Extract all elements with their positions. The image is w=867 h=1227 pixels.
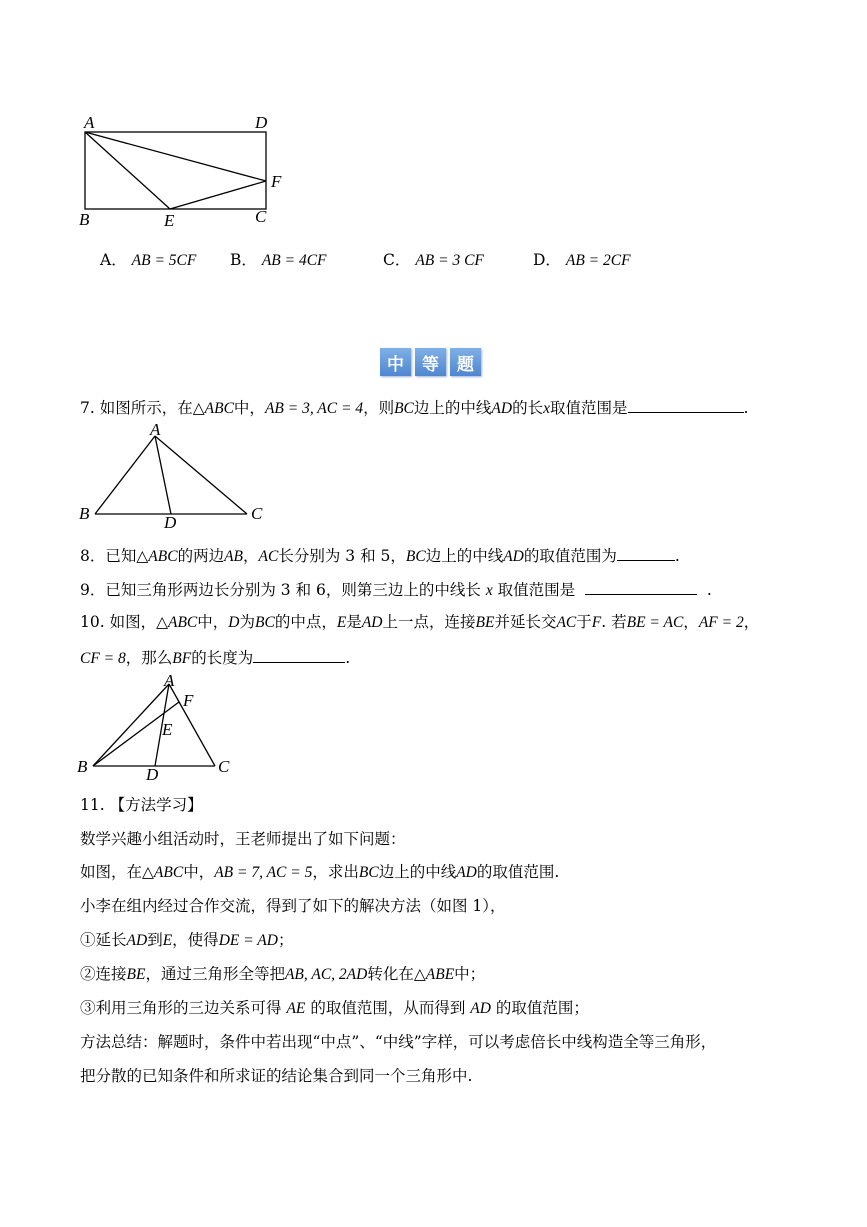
figure-rectangle xyxy=(75,110,295,230)
option-a[interactable]: A． AB = 5CF xyxy=(100,251,197,269)
label-b: B xyxy=(79,504,90,523)
option-c[interactable]: C． AB = 3 CF xyxy=(383,251,484,269)
answer-blank[interactable] xyxy=(617,544,675,561)
answer-blank[interactable] xyxy=(253,646,345,663)
label-c: C xyxy=(255,207,267,226)
option-d-expr: AB = 2CF xyxy=(565,252,631,269)
question-11-p3: 小李在组内经过合作交流，得到了如下的解决方法（如图 1）， xyxy=(80,897,506,915)
rectangle-abcd xyxy=(85,132,266,209)
section-badge-medium xyxy=(380,348,481,376)
label-b: B xyxy=(79,210,90,229)
question-7: 7. 如图所示，在△ABC中，AB = 3, AC = 4，则BC边上的中线AD的长x取值范围是 . xyxy=(80,396,748,419)
label-c: C xyxy=(251,504,263,523)
question-11-step1: ①延长AD到E，使得DE = AD； xyxy=(80,931,294,949)
label-a: A xyxy=(164,671,175,690)
badge-char: 等 xyxy=(415,348,446,376)
option-c-expr: AB = 3 CF xyxy=(415,252,484,269)
label-f: F xyxy=(271,172,282,191)
question-11-summary-line2: 把分散的已知条件和所求证的结论集合到同一个三角形中. xyxy=(80,1067,473,1085)
label-e: E xyxy=(162,720,173,739)
option-a-expr: AB = 5CF xyxy=(131,252,197,269)
label-d: D xyxy=(255,113,268,132)
label-b: B xyxy=(77,757,88,776)
question-11-step2: ②连接BE，通过三角形全等把AB, AC, 2AD转化在△ABE中； xyxy=(80,965,486,983)
segment-ef xyxy=(170,181,266,209)
option-d[interactable]: D． AB = 2CF xyxy=(533,251,631,269)
question-11-summary-line1: 方法总结：解题时，条件中若出现“中点”、“中线”字样，可以考虑倍长中线构造全等三角形， xyxy=(80,1033,717,1051)
label-d: D xyxy=(146,765,159,784)
figure-triangle-q7 xyxy=(75,420,275,532)
label-f: F xyxy=(183,691,194,710)
label-d: D xyxy=(164,513,177,532)
question-10-line2: CF = 8，那么BF的长度为 . xyxy=(80,646,350,669)
label-c: C xyxy=(218,757,230,776)
label-a: A xyxy=(84,113,95,132)
label-e: E xyxy=(164,211,175,230)
question-11-title: 11. 【方法学习】 xyxy=(80,796,203,814)
question-11-p2: 如图，在△ABC中，AB = 7, AC = 5，求出BC边上的中线AD的取值范围. xyxy=(80,863,560,881)
badge-char: 题 xyxy=(450,348,481,376)
question-11-step3: ③利用三角形的三边关系可得 AE 的取值范围，从而得到 AD 的取值范围； xyxy=(80,999,589,1017)
option-b-expr: AB = 4CF xyxy=(261,252,327,269)
question-11-p1: 数学兴趣小组活动时，王老师提出了如下问题： xyxy=(80,830,406,848)
figure-triangle-q10 xyxy=(75,670,245,786)
question-8: 8．已知△ABC的两边AB，AC长分别为 3 和 5，BC边上的中线AD的取值范围为 . xyxy=(80,544,680,567)
option-b[interactable]: B． AB = 4CF xyxy=(230,251,327,269)
question-10-line1: 10. 如图，△ABC中，D为BC的中点，E是AD上一点，连接BE并延长交AC于F. 若BE = AC，AF = 2， xyxy=(80,613,760,631)
label-a: A xyxy=(150,420,161,439)
badge-char: 中 xyxy=(380,348,411,376)
answer-blank[interactable] xyxy=(585,578,697,595)
answer-blank[interactable] xyxy=(628,396,744,413)
question-9: 9．已知三角形两边长分别为 3 和 6，则第三边上的中线长 x 取值范围是 . xyxy=(80,578,712,601)
